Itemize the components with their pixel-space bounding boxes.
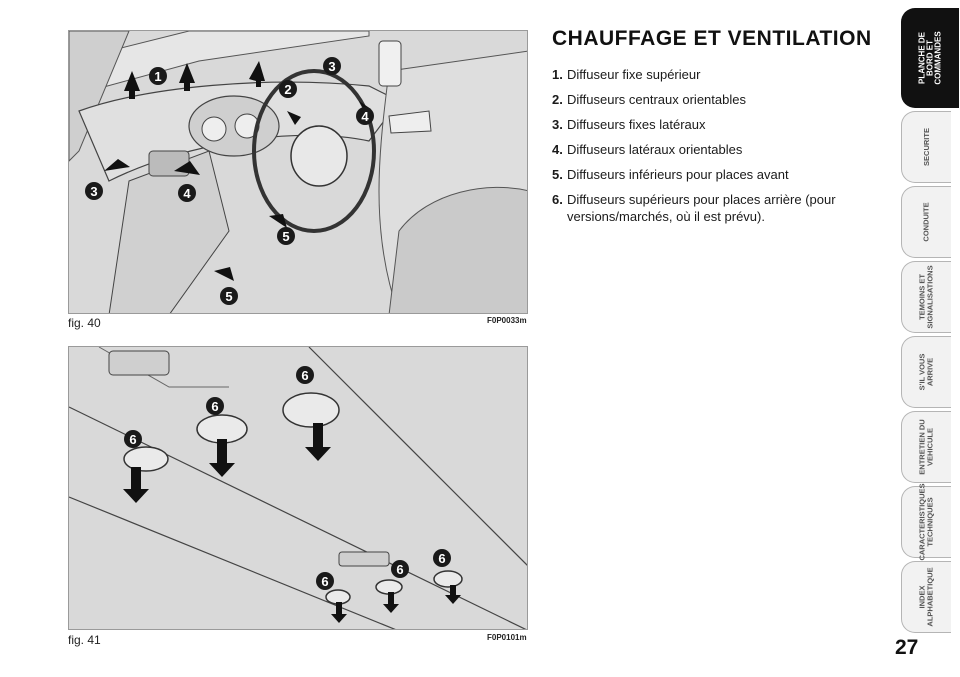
legend-item [552, 141, 882, 158]
tab-index[interactable] [901, 561, 951, 633]
figure-40-dashboard [68, 30, 528, 314]
tab-label: CONDUITE [921, 202, 931, 242]
marker-5b: 5 [225, 289, 233, 304]
tab-label: SECURITE [921, 128, 931, 166]
legend-item [552, 91, 882, 108]
legend-item [552, 166, 882, 183]
legend-item-text: Diffuseurs supérieurs pour places arrière (pour versions/marchés, où il est prévu). [567, 192, 836, 224]
page-number: 27 [895, 636, 919, 659]
tab-temoins[interactable] [901, 261, 951, 333]
legend-item-number: 6. [552, 192, 563, 207]
legend-item-number: 5. [552, 167, 563, 182]
tab-entretien[interactable] [901, 411, 951, 483]
section-title: CHAUFFAGE ET VENTILATION [552, 27, 872, 50]
tab-securite[interactable] [901, 111, 951, 183]
legend-item-text: Diffuseurs fixes latéraux [567, 117, 706, 132]
tab-label: CARACTERISTIQUES TECHNIQUES [917, 483, 935, 561]
marker-2: 2 [284, 82, 292, 97]
marker-5a: 5 [282, 229, 290, 244]
figure-41-ceiling-vents [68, 346, 528, 630]
marker-6a: 6 [129, 432, 137, 447]
legend-item-number: 2. [552, 92, 563, 107]
legend-item-text: Diffuseurs inférieurs pour places avant [567, 167, 789, 182]
tab-caracteristiques[interactable] [901, 483, 951, 561]
marker-6b: 6 [211, 399, 219, 414]
legend-item [552, 66, 882, 83]
legend-item [552, 191, 882, 225]
figure-41-caption: fig. 41 [68, 633, 101, 647]
legend-item [552, 116, 882, 133]
chapter-tabs [901, 8, 960, 636]
marker-1: 1 [154, 69, 162, 84]
figure-41-code: F0P0101m [487, 633, 527, 642]
marker-3a: 3 [328, 59, 336, 74]
ceiling-illustration [69, 347, 528, 630]
marker-3b: 3 [90, 184, 98, 199]
figure-40-caption: fig. 40 [68, 316, 101, 330]
marker-4a: 4 [361, 109, 369, 124]
tab-label: TEMOINS ET SIGNALISATIONS [917, 265, 935, 329]
marker-6e: 6 [396, 562, 404, 577]
tab-label: S'IL VOUS ARRIVE [917, 353, 935, 391]
tab-label: INDEX ALPHABETIQUE [917, 567, 935, 627]
marker-4b: 4 [183, 186, 191, 201]
legend-item-number: 4. [552, 142, 563, 157]
figure-40-code: F0P0033m [487, 316, 527, 325]
tab-conduite[interactable] [901, 186, 951, 258]
legend-list [552, 66, 882, 233]
tab-label: PLANCHE DE BORD ET COMMANDES [917, 31, 943, 85]
legend-item-text: Diffuseur fixe supérieur [567, 67, 701, 82]
legend-item-text: Diffuseurs centraux orientables [567, 92, 746, 107]
marker-6d: 6 [321, 574, 329, 589]
legend-item-text: Diffuseurs latéraux orientables [567, 142, 743, 157]
marker-6c: 6 [301, 368, 309, 383]
legend-item-number: 3. [552, 117, 563, 132]
dashboard-illustration [69, 31, 528, 314]
tab-label: ENTRETIEN DU VEHICULE [917, 419, 935, 475]
marker-6f: 6 [438, 551, 446, 566]
legend-item-number: 1. [552, 67, 563, 82]
tab-sil-vous-arrive[interactable] [901, 336, 951, 408]
tab-planche-de-bord[interactable] [901, 8, 959, 108]
